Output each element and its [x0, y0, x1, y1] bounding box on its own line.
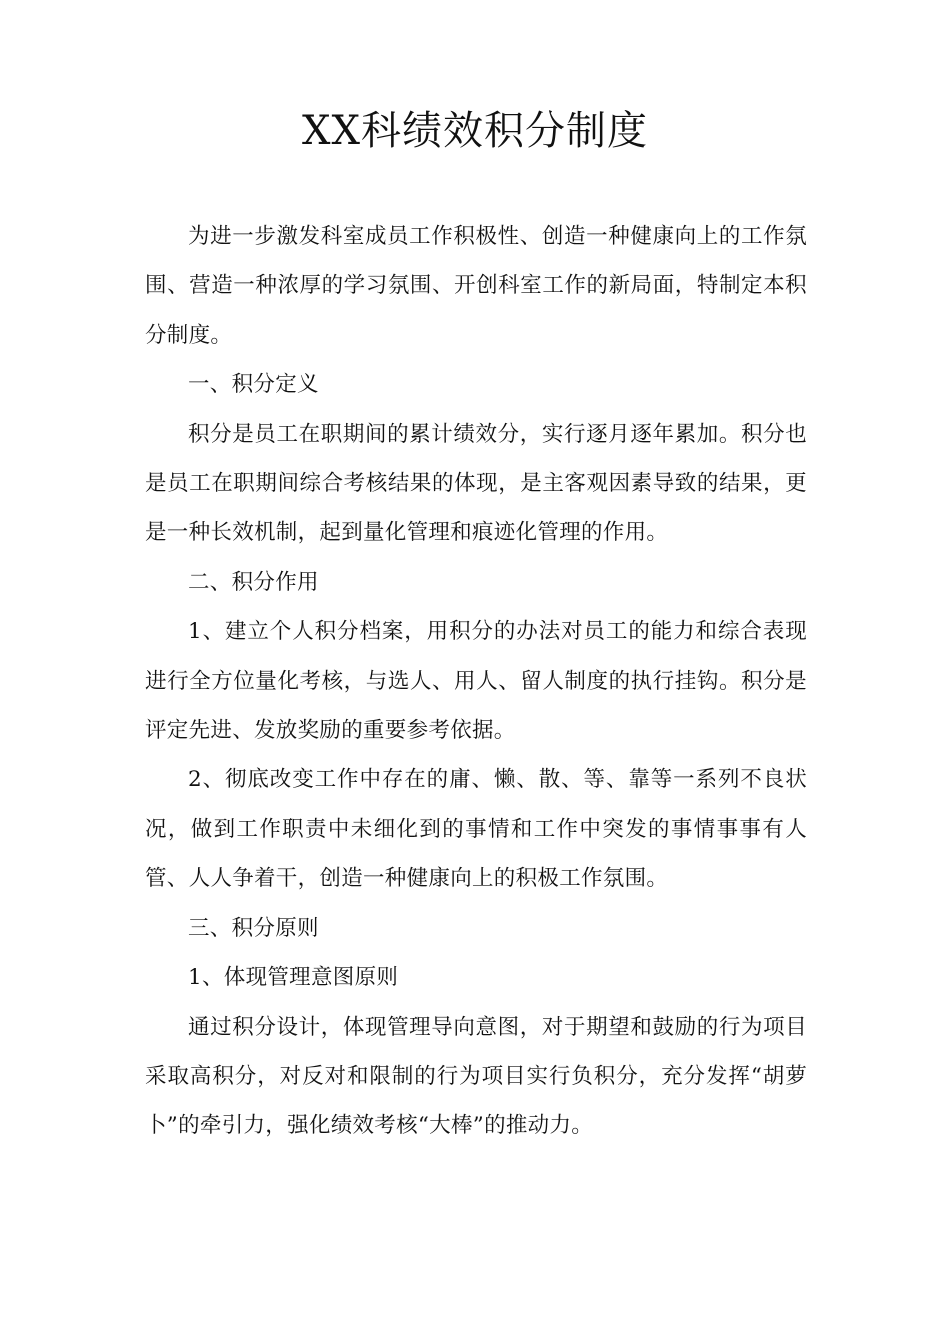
- section-heading-function: 二、积分作用: [188, 569, 319, 595]
- document-body: [145, 212, 807, 1151]
- function-item-2: 2、彻底改变工作中存在的庸、懒、散、等、靠等一系列不良状况，做到工作职责中未细化到的事情和工作中突发的事情事事有人管、人人争着干，创造一种健康向上的积极工作氛围。: [145, 767, 807, 892]
- definition-paragraph: 积分是员工在职期间的累计绩效分，实行逐月逐年累加。积分也是员工在职期间综合考核结果的体现，是主客观因素导致的结果，更是一种长效机制，起到量化管理和痕迹化管理的作用。: [145, 421, 807, 546]
- principle-heading-1: 1、体现管理意图原则: [188, 965, 399, 991]
- section-heading-definition: 一、积分定义: [188, 372, 319, 398]
- document-title: XX科绩效积分制度: [302, 108, 648, 154]
- intro-paragraph: 为进一步激发科室成员工作积极性、创造一种健康向上的工作氛围、营造一种浓厚的学习氛围、开创科室工作的新局面，特制定本积分制度。: [145, 224, 807, 348]
- section-heading-principles: 三、积分原则: [188, 915, 319, 941]
- function-item-1: 1、建立个人积分档案，用积分的办法对员工的能力和综合表现进行全方位量化考核，与选人、用人、留人制度的执行挂钩。积分是评定先进、发放奖励的重要参考依据。: [145, 619, 807, 744]
- principle-paragraph-1: 通过积分设计，体现管理导向意图，对于期望和鼓励的行为项目采取高积分，对反对和限制的行为项目实行负积分，充分发挥“胡萝卜”的牵引力，强化绩效考核“大棒”的推动力。: [145, 1014, 807, 1139]
